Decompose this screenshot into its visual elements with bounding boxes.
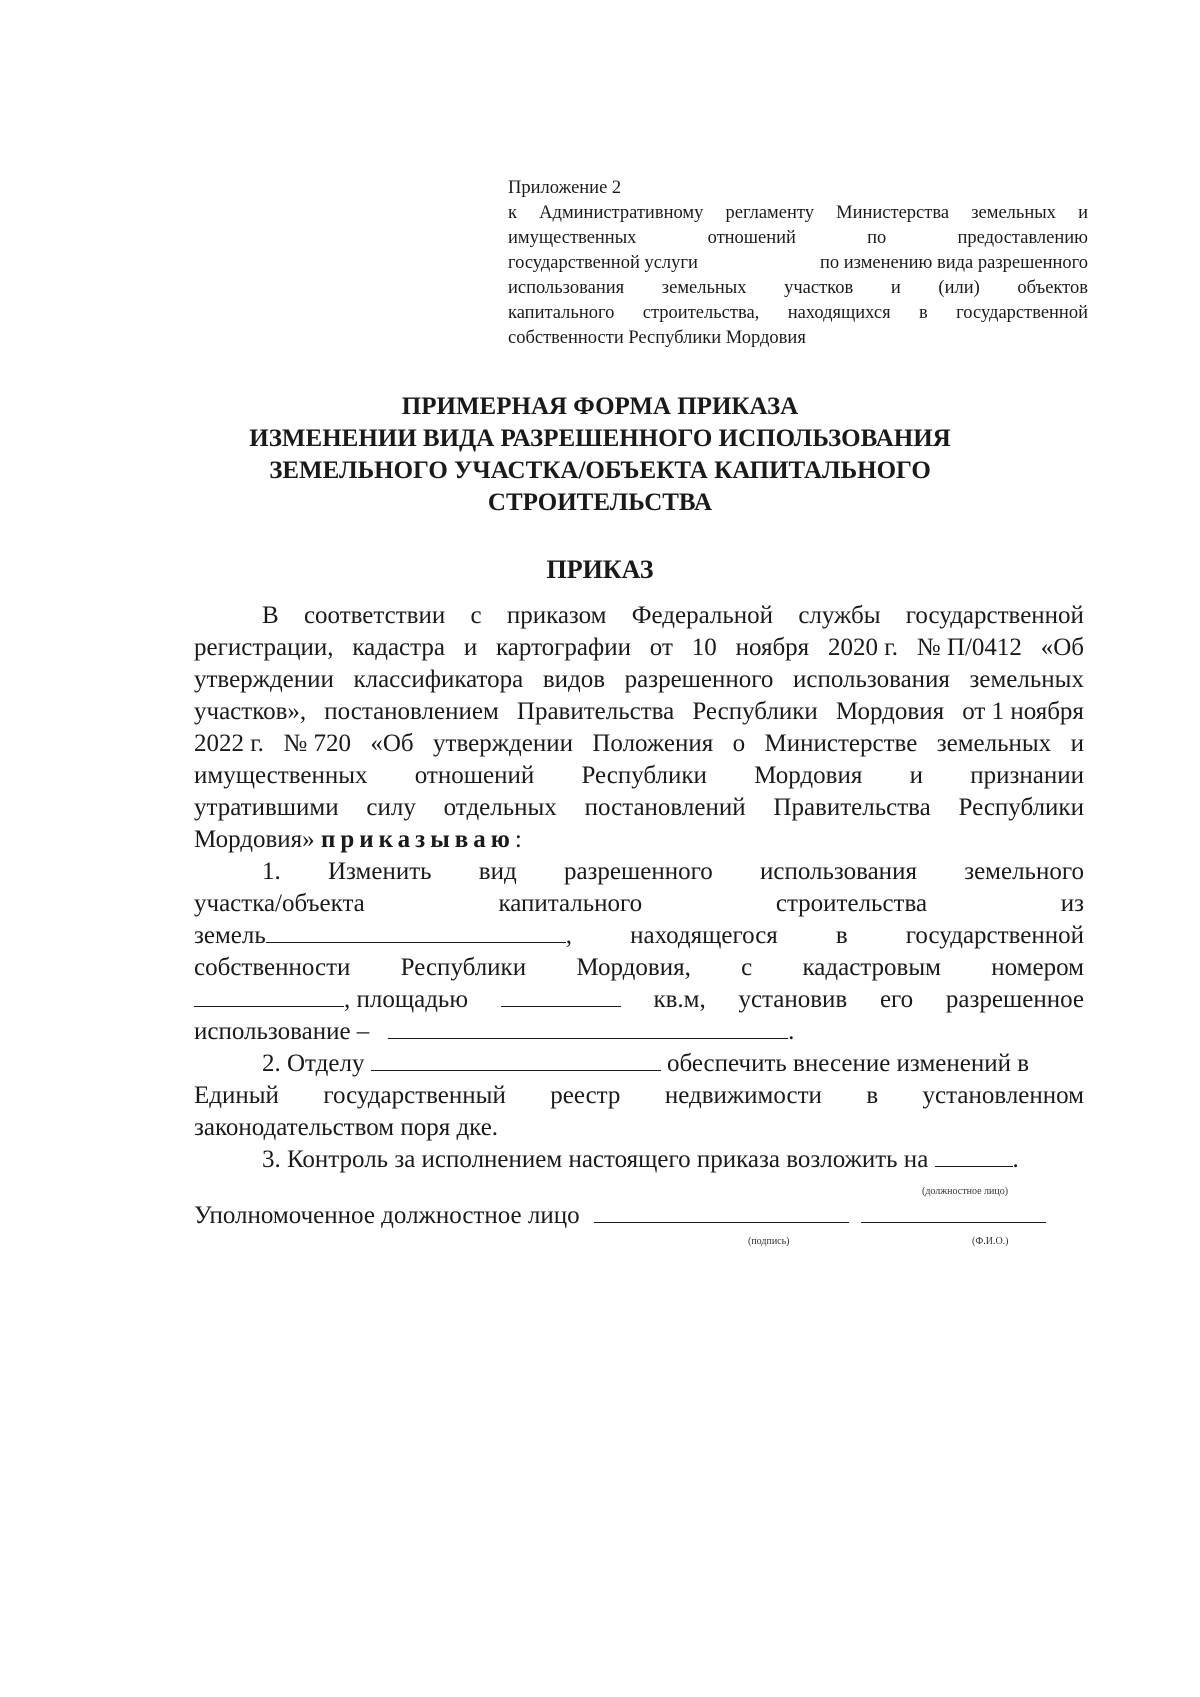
order-heading: ПРИКАЗ [546,555,654,584]
department-blank[interactable] [371,1048,661,1071]
appendix-number: Приложение 2 [508,178,622,198]
preamble-line: Мордовия» приказываю: [194,826,522,853]
name-caption: (Ф.И.О.) [972,1236,1009,1247]
item-3-line: 3. Контроль за исполнением настоящего приказа возложить на . [262,1146,1019,1173]
appendix-line: имущественных отношений по предоставлению [508,228,1088,248]
item-2-line: 2. Отделу обеспечить внесение изменений в [262,1050,1030,1077]
land-category-blank[interactable] [266,920,566,943]
item-2-line: законодательством поря дке. [194,1114,499,1141]
preamble-line: утратившими силу отдельных постановлений Правительства Республики [194,794,1084,821]
order-verb: приказываю [320,826,515,853]
appendix-line: к Административному регламенту Министерства земельных и [508,203,1088,223]
appendix-line: государственной услуги по изменению вида разрешенного [508,253,1088,273]
cadastral-number-blank[interactable] [194,984,344,1007]
signature-line [194,1200,1046,1232]
item-1-line: 1. Изменить вид разрешенного использования земельного [262,858,1084,885]
document-title: ПРИМЕРНАЯ ФОРМА ПРИКАЗА ИЗМЕНЕНИИ ВИДА РАЗРЕШЕННОГО ИСПОЛЬЗОВАНИЯ ЗЕМЕЛЬНОГО УЧАСТКА/ОБЪЕКТА КАПИТАЛЬНОГО СТРОИТЕЛЬСТВА [249,393,951,516]
preamble-line: имущественных отношений Республики Мордовия и признании [194,762,1084,789]
item-1-line: использование – . [194,1018,795,1045]
preamble-line: утверждении классификатора видов разрешенного использования земельных [194,666,1084,693]
item-1-line: участка/объекта капитального строительства из [194,890,1084,917]
item-1-line: , площадью кв.м, установив его разрешенное [194,984,1084,1016]
item-1-line: собственности Республики Мордовия, с кадастровым номером [194,954,1084,981]
preamble-line: участков», постановлением Правительства Республики Мордовия от 1 ноября [194,698,1084,725]
item-1-line: земель , находящегося в государственной [194,922,1084,949]
permitted-use-blank[interactable] [388,1016,788,1039]
appendix-line: собственности Республики Мордовия [508,328,806,348]
official-caption: (должностное лицо) [922,1186,1009,1197]
signatory-label: Уполномоченное должностное лицо [194,1202,580,1229]
item-2-line: Единый государственный реестр недвижимости в установленном [194,1082,1084,1109]
appendix-line: использования земельных участков и (или) объектов [508,278,1088,298]
order-body [194,600,1084,1176]
full-name-blank[interactable] [861,1200,1046,1223]
appendix-note [508,176,1088,351]
appendix-line: капитального строительства, находящихся в государственной [508,303,1088,323]
signature-caption: (подпись) [748,1236,790,1247]
signature-blank[interactable] [594,1200,849,1223]
preamble-line: 2022 г. № 720 «Об утверждении Положения о Министерстве земельных и [194,730,1084,757]
preamble-line: регистрации, кадастра и картографии от 10 ноября 2020 г. № П/0412 «Об [194,634,1084,661]
area-blank[interactable] [501,984,621,1007]
responsible-official-blank[interactable] [935,1144,1013,1167]
preamble-line: В соответствии с приказом Федеральной службы государственной [262,602,1084,629]
